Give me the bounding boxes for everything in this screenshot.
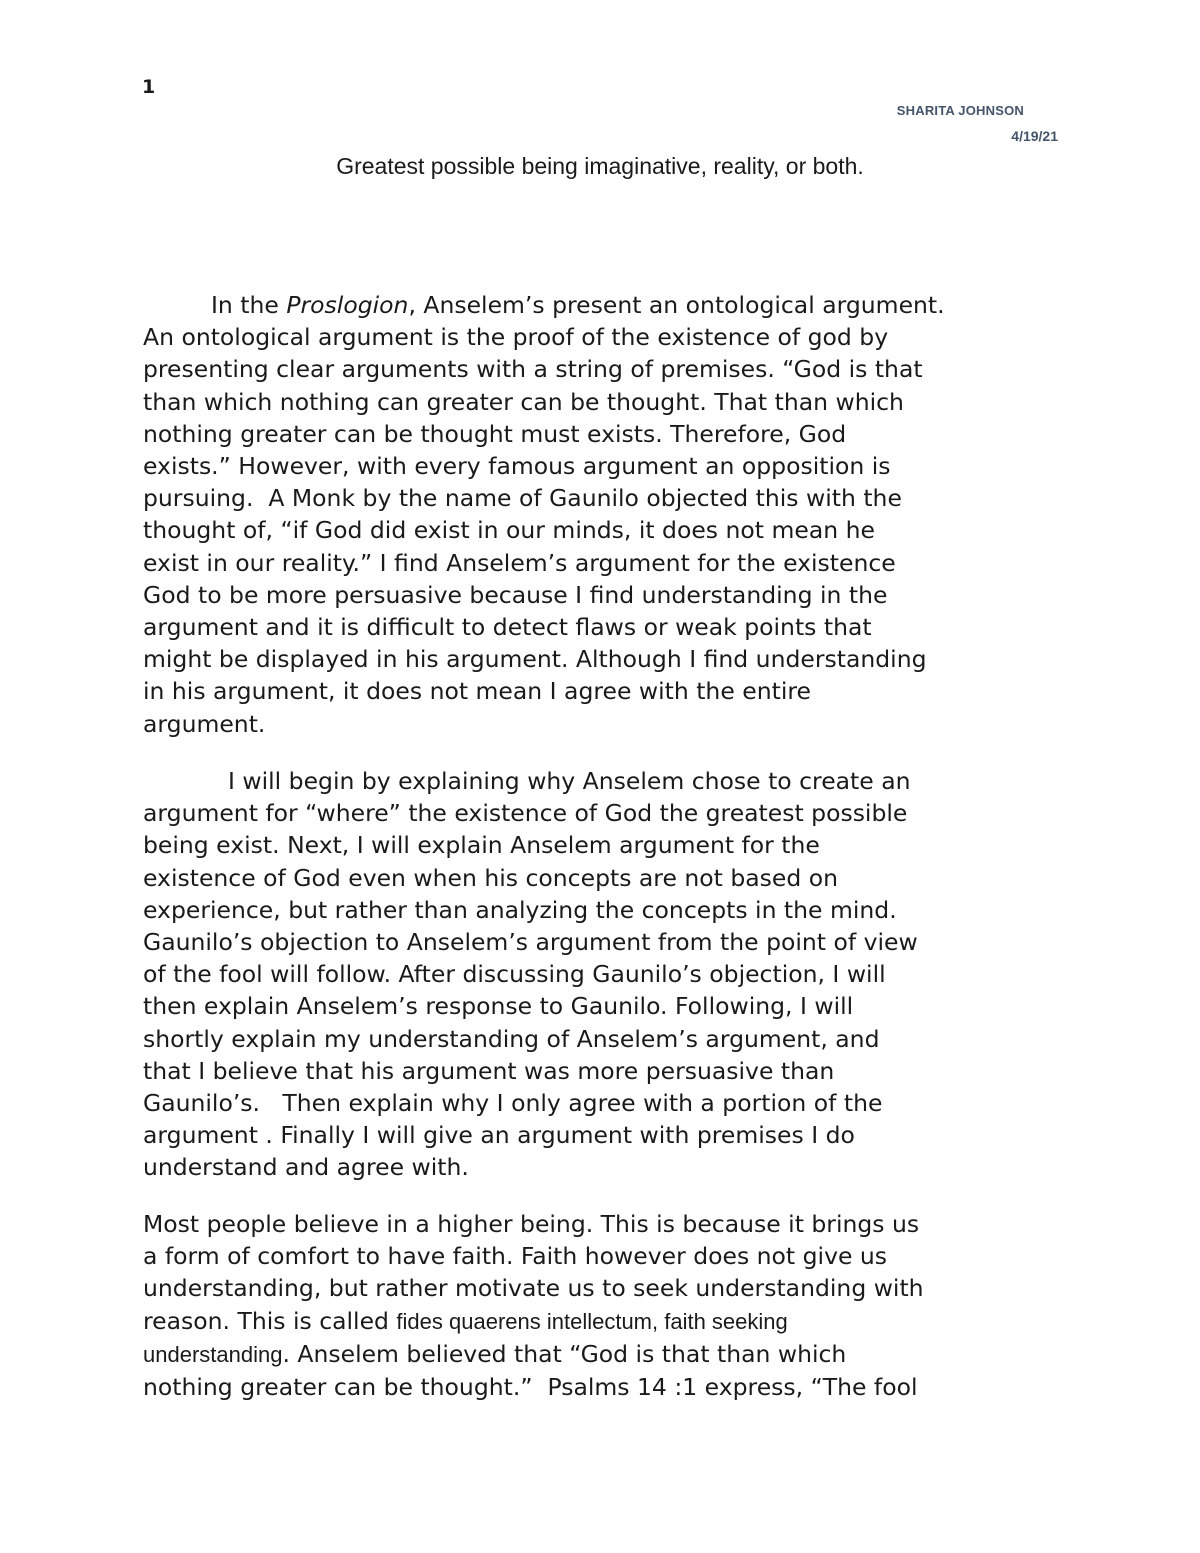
paragraph-line: argument for “where” the existence of God the greatest possible: [143, 799, 908, 828]
paragraph-line: Gaunilo’s objection to Anselem’s argument from the point of view: [143, 928, 918, 957]
paragraph-line: nothing greater can be thought must exists. Therefore, God: [143, 419, 847, 448]
book-title-italic: Proslogion: [286, 291, 409, 319]
paragraph-line: pursuing. A Monk by the name of Gaunilo objected this with the: [143, 484, 902, 513]
document-date: 4/19/21: [1011, 128, 1058, 144]
paragraph-intro: [143, 289, 1083, 740]
latin-phrase-continued: understanding: [143, 1341, 283, 1367]
text-run: reason. This is called: [143, 1306, 397, 1335]
document-title: Greatest possible being imaginative, reality, or both.: [336, 153, 864, 179]
paragraph-line: understanding, but rather motivate us to seek understanding with: [143, 1274, 924, 1303]
scripture-citation: Psalms 14 :1 express, “The fool: [547, 1373, 918, 1402]
paragraph-line: than which nothing can greater can be thought. That than which: [143, 387, 904, 416]
paragraph-line: that I believe that his argument was more persuasive than: [143, 1056, 835, 1085]
paragraph-line: I will begin by explaining why Anselem chose to create an: [228, 767, 911, 795]
paragraph-line: exists.” However, with every famous argument an opposition is: [143, 452, 891, 481]
paragraph-line: An ontological argument is the proof of the existence of god by: [143, 323, 889, 352]
paragraph-line: exist in our reality.” I find Anselem’s argument for the existence: [143, 548, 896, 577]
paragraph-line: [143, 289, 1083, 321]
paragraph-line: thought of, “if God did exist in our minds, it does not mean he: [143, 516, 875, 545]
paragraph-line: Most people believe in a higher being. This is because it brings us: [143, 1210, 920, 1238]
paragraph-line: being exist. Next, I will explain Anselem argument for the: [143, 831, 820, 860]
paragraph-line: [143, 1371, 1083, 1403]
paragraph-faith: [143, 1208, 1083, 1403]
text-run: . Anselem believed that “God is that than which: [282, 1339, 847, 1368]
paragraph-line: argument.: [143, 709, 266, 738]
paragraph-line: a form of comfort to have faith. Faith however does not give us: [143, 1242, 888, 1271]
paragraph-line: God to be more persuasive because I find understanding in the: [143, 580, 888, 609]
paragraph-outline: [143, 765, 1083, 1184]
paragraph-line: then explain Anselem’s response to Gaunilo. Following, I will: [143, 992, 854, 1021]
author-name: SHARITA JOHNSON: [896, 103, 1024, 118]
paragraph-line: [143, 1305, 1083, 1338]
paragraph-line: shortly explain my understanding of Anselem’s argument, and: [143, 1024, 880, 1053]
paragraph-line: [143, 1338, 1083, 1371]
page-number: 1: [142, 76, 156, 98]
paragraph-line: understand and agree with.: [143, 1153, 469, 1182]
text-run: nothing greater can be thought.”: [143, 1373, 548, 1402]
paragraph-line: argument . Finally I will give an argument with premises I do: [143, 1121, 855, 1150]
paragraph-line: might be displayed in his argument. Although I find understanding: [143, 645, 927, 674]
paragraph-line: Gaunilo’s. Then explain why I only agree with a portion of the: [143, 1089, 883, 1118]
paragraph-line: argument and it is difficult to detect flaws or weak points that: [143, 613, 872, 642]
text-run: , Anselem’s present an ontological argument.: [408, 291, 945, 319]
paragraph-line: in his argument, it does not mean I agree with the entire: [143, 677, 811, 706]
paragraph-line: experience, but rather than analyzing the concepts in the mind.: [143, 895, 897, 924]
text-run: In the: [211, 291, 287, 319]
latin-phrase: fides quaerens intellectum, faith seeking: [396, 1308, 788, 1334]
paragraph-line: presenting clear arguments with a string of premises. “God is that: [143, 355, 923, 384]
paragraph-line: of the fool will follow. After discussing Gaunilo’s objection, I will: [143, 960, 886, 989]
paragraph-line: existence of God even when his concepts are not based on: [143, 863, 839, 892]
